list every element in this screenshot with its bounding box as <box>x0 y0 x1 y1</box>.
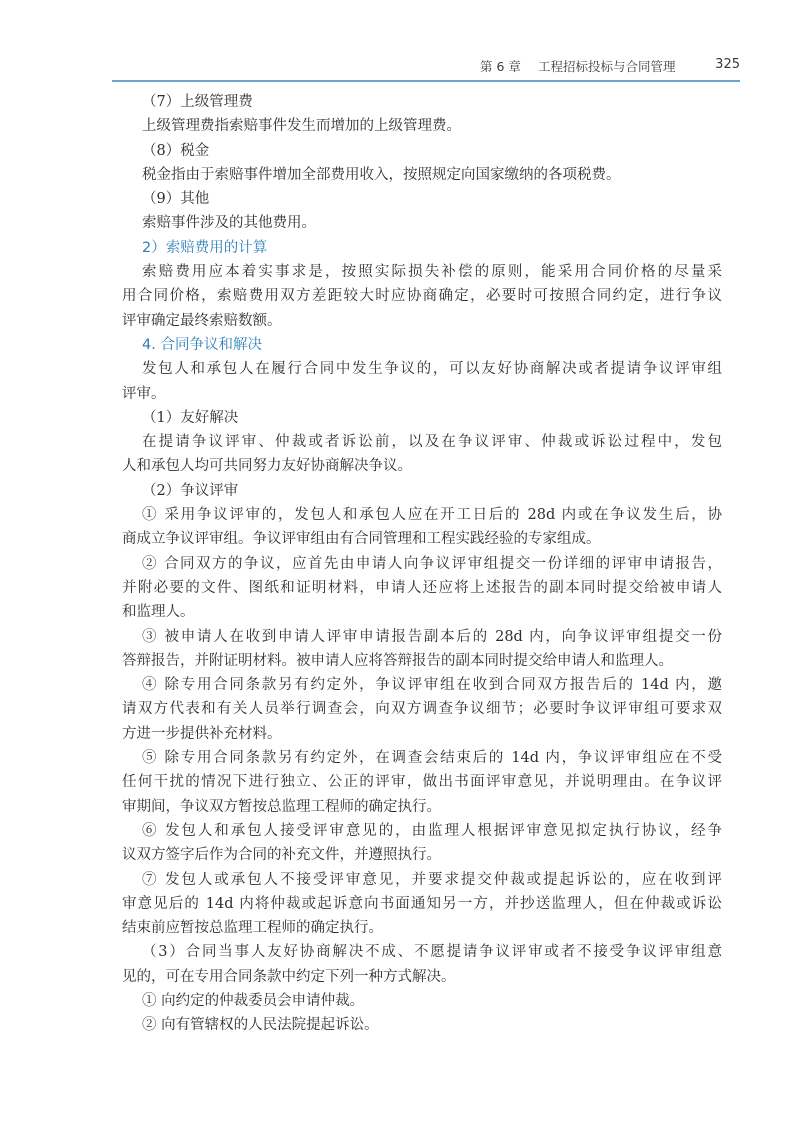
paragraph-line: 评审。 <box>122 385 166 402</box>
paragraph-line: 方进一步提供补充材料。 <box>122 725 282 742</box>
subsection-heading: （1）友好解决 <box>142 409 239 426</box>
page-number: 325 <box>715 57 740 72</box>
paragraph-line: ⑤ 除专用合同条款另有约定外，在调查会结束后的 14d 内，争议评审组应在不受 <box>142 750 722 767</box>
list-item: ② 向有管辖权的人民法院提起诉讼。 <box>142 1017 379 1034</box>
paragraph-line: 人和承包人均可共同努力友好协商解决争议。 <box>122 458 412 475</box>
paragraph-line: 任何干扰的情况下进行独立、公正的评审，做出书面评审意见，并说明理由。在争议评 <box>122 774 722 791</box>
subsection-heading: （7）上级管理费 <box>142 94 253 110</box>
paragraph-line: 税金指由于索赔事件增加全部费用收入，按照规定向国家缴纳的各项税费。 <box>142 166 621 183</box>
paragraph-line: ⑥ 发包人和承包人接受评审意见的，由监理人根据评审意见拟定执行协议，经争 <box>142 822 722 839</box>
paragraph-line: 在提请争议评审、仲裁或者诉讼前，以及在争议评审、仲裁或诉讼过程中，发包 <box>142 434 722 451</box>
paragraph-line: 答辩报告，并附证明材料。被申请人应将答辩报告的副本同时提交给申请人和监理人。 <box>122 652 673 669</box>
paragraph-line: 上级管理费指索赔事件发生而增加的上级管理费。 <box>142 118 461 135</box>
chapter-title: 工程招标投标与合同管理 <box>538 59 676 74</box>
paragraph-line: ① 采用争议评审的，发包人和承包人应在开工日后的 28d 内或在争议发生后，协 <box>142 507 722 524</box>
paragraph-line: 审期间，争议双方暂按总监理工程师的确定执行。 <box>122 798 441 815</box>
running-header <box>480 55 740 77</box>
paragraph-line: 索赔费用应本着实事求是，按照实际损失补偿的原则，能采用合同价格的尽量采 <box>142 264 722 281</box>
paragraph-line: ③ 被申请人在收到申请人评审申请报告副本后的 28d 内，向争议评审组提交一份 <box>142 628 722 645</box>
paragraph-line: 和监理人。 <box>122 604 195 621</box>
paragraph-line: ④ 除专用合同条款另有约定外，争议评审组在收到合同双方报告后的 14d 内，邀 <box>142 677 722 694</box>
subsection-heading: （2）争议评审 <box>142 482 239 499</box>
section-heading: 4. 合同争议和解决 <box>142 336 262 353</box>
paragraph-line: 结束前应暂按总监理工程师的确定执行。 <box>122 920 383 937</box>
paragraph-line: ⑦ 发包人或承包人不接受评审意见，并要求提交仲裁或提起诉讼的，应在收到评 <box>142 871 722 888</box>
paragraph-line: 议双方签字后作为合同的补充文件，并遵照执行。 <box>122 847 441 864</box>
paragraph-line: 见的，可在专用合同条款中约定下列一种方式解决。 <box>122 968 456 985</box>
list-item: ① 向约定的仲裁委员会申请仲裁。 <box>142 992 365 1009</box>
paragraph-line: 并附必要的文件、图纸和证明材料，申请人还应将上述报告的副本同时提交给被申请人 <box>122 579 722 596</box>
paragraph-line: （3）合同当事人友好协商解决不成、不愿提请争议评审或者不接受争议评审组意 <box>142 944 722 961</box>
paragraph-line: 请双方代表和有关人员举行调查会，向双方调查争议细节；必要时争议评审组可要求双 <box>122 701 722 718</box>
page-body <box>122 90 722 1038</box>
subsection-heading: （9）其他 <box>142 191 210 208</box>
paragraph-line: 用合同价格，索赔费用双方差距较大时应协商确定，必要时可按照合同约定，进行争议 <box>122 288 722 305</box>
paragraph-line: 索赔事件涉及的其他费用。 <box>142 215 316 232</box>
paragraph-line: 商成立争议评审组。争议评审组由有合同管理和工程实践经验的专家组成。 <box>122 531 601 548</box>
chapter-label: 第 6 章 <box>480 59 521 74</box>
subsection-heading: （8）税金 <box>142 142 210 159</box>
header-rule <box>112 80 740 82</box>
paragraph-line: 评审确定最终索赔数额。 <box>122 312 282 329</box>
section-heading: 2）索赔费用的计算 <box>142 239 268 256</box>
paragraph-line: 发包人和承包人在履行合同中发生争议的，可以友好协商解决或者提请争议评审组 <box>142 361 722 378</box>
paragraph-line: 审意见后的 14d 内将仲裁或起诉意向书面通知另一方，并抄送监理人，但在仲裁或诉讼 <box>122 895 722 912</box>
paragraph-line: ② 合同双方的争议，应首先由申请人向争议评审组提交一份详细的评审申请报告， <box>142 555 722 572</box>
